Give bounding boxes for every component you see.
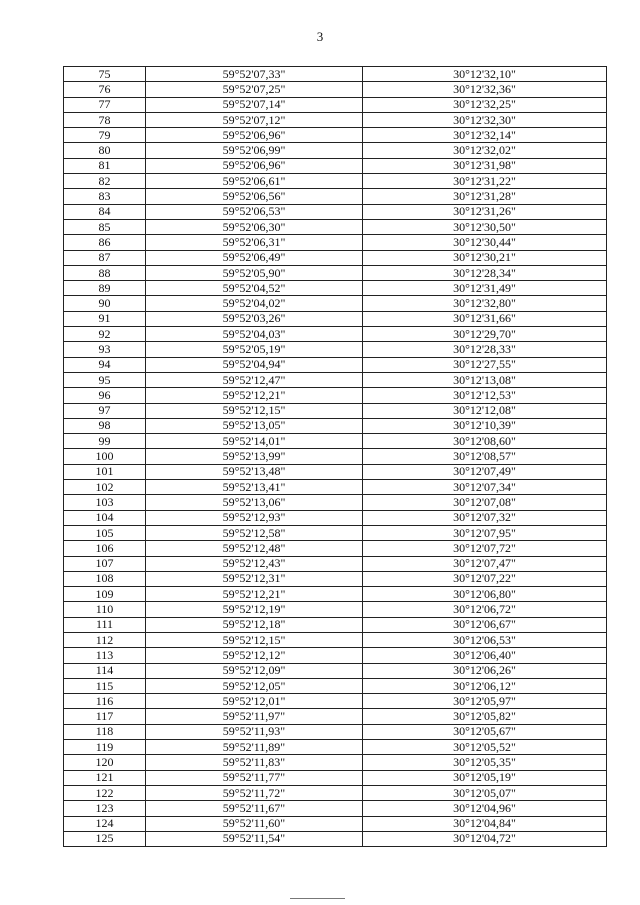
latitude-cell: 59°52'12,12" [146,648,363,663]
table-row [64,219,607,234]
point-number-cell: 103 [64,495,146,510]
table-row [64,464,607,479]
table-row [64,327,607,342]
table-row [64,816,607,831]
latitude-cell: 59°52'06,31" [146,235,363,250]
point-number-cell: 120 [64,755,146,770]
point-number-cell: 91 [64,311,146,326]
table-row [64,388,607,403]
latitude-cell: 59°52'06,30" [146,219,363,234]
point-number-cell: 101 [64,464,146,479]
longitude-cell: 30°12'04,84" [363,816,607,831]
longitude-cell: 30°12'06,53" [363,632,607,647]
point-number-cell: 93 [64,342,146,357]
latitude-cell: 59°52'12,47" [146,372,363,387]
point-number-cell: 106 [64,541,146,556]
table-row [64,663,607,678]
table-row [64,82,607,97]
latitude-cell: 59°52'13,99" [146,449,363,464]
table-row [64,311,607,326]
table-row [64,112,607,127]
point-number-cell: 104 [64,510,146,525]
longitude-cell: 30°12'07,47" [363,556,607,571]
table-row [64,632,607,647]
table-row [64,724,607,739]
longitude-cell: 30°12'32,36" [363,82,607,97]
point-number-cell: 119 [64,740,146,755]
latitude-cell: 59°52'04,02" [146,296,363,311]
point-number-cell: 94 [64,357,146,372]
table-row [64,617,607,632]
latitude-cell: 59°52'04,52" [146,281,363,296]
point-number-cell: 111 [64,617,146,632]
page-number: 3 [316,29,324,44]
longitude-cell: 30°12'10,39" [363,418,607,433]
latitude-cell: 59°52'11,77" [146,770,363,785]
point-number-cell: 75 [64,67,146,82]
table-row [64,587,607,602]
longitude-cell: 30°12'07,08" [363,495,607,510]
table-row [64,495,607,510]
latitude-cell: 59°52'06,53" [146,204,363,219]
longitude-cell: 30°12'30,50" [363,219,607,234]
point-number-cell: 80 [64,143,146,158]
longitude-cell: 30°12'12,08" [363,403,607,418]
point-number-cell: 89 [64,281,146,296]
table-row [64,357,607,372]
latitude-cell: 59°52'11,83" [146,755,363,770]
table-row [64,449,607,464]
table-row [64,235,607,250]
latitude-cell: 59°52'12,18" [146,617,363,632]
longitude-cell: 30°12'04,72" [363,831,607,846]
longitude-cell: 30°12'06,80" [363,587,607,602]
longitude-cell: 30°12'31,49" [363,281,607,296]
longitude-cell: 30°12'31,66" [363,311,607,326]
point-number-cell: 114 [64,663,146,678]
point-number-cell: 96 [64,388,146,403]
latitude-cell: 59°52'11,89" [146,740,363,755]
longitude-cell: 30°12'31,98" [363,158,607,173]
longitude-cell: 30°12'05,19" [363,770,607,785]
point-number-cell: 121 [64,770,146,785]
latitude-cell: 59°52'12,48" [146,541,363,556]
longitude-cell: 30°12'32,25" [363,97,607,112]
point-number-cell: 95 [64,372,146,387]
point-number-cell: 110 [64,602,146,617]
point-number-cell: 81 [64,158,146,173]
longitude-cell: 30°12'12,53" [363,388,607,403]
point-number-cell: 84 [64,204,146,219]
longitude-cell: 30°12'32,30" [363,112,607,127]
longitude-cell: 30°12'32,80" [363,296,607,311]
longitude-cell: 30°12'05,67" [363,724,607,739]
longitude-cell: 30°12'32,02" [363,143,607,158]
latitude-cell: 59°52'11,72" [146,785,363,800]
latitude-cell: 59°52'14,01" [146,434,363,449]
point-number-cell: 85 [64,219,146,234]
latitude-cell: 59°52'03,26" [146,311,363,326]
table-row [64,785,607,800]
table-row [64,296,607,311]
point-number-cell: 97 [64,403,146,418]
latitude-cell: 59°52'05,19" [146,342,363,357]
point-number-cell: 117 [64,709,146,724]
longitude-cell: 30°12'05,97" [363,694,607,709]
point-number-cell: 116 [64,694,146,709]
point-number-cell: 102 [64,480,146,495]
latitude-cell: 59°52'12,21" [146,388,363,403]
point-number-cell: 118 [64,724,146,739]
table-row [64,770,607,785]
latitude-cell: 59°52'12,43" [146,556,363,571]
latitude-cell: 59°52'11,60" [146,816,363,831]
latitude-cell: 59°52'12,19" [146,602,363,617]
point-number-cell: 122 [64,785,146,800]
latitude-cell: 59°52'12,15" [146,632,363,647]
point-number-cell: 124 [64,816,146,831]
table-row [64,678,607,693]
point-number-cell: 108 [64,571,146,586]
latitude-cell: 59°52'06,49" [146,250,363,265]
table-row [64,740,607,755]
point-number-cell: 82 [64,174,146,189]
longitude-cell: 30°12'06,67" [363,617,607,632]
longitude-cell: 30°12'07,95" [363,525,607,540]
longitude-cell: 30°12'06,26" [363,663,607,678]
longitude-cell: 30°12'28,34" [363,265,607,280]
latitude-cell: 59°52'04,03" [146,327,363,342]
latitude-cell: 59°52'11,97" [146,709,363,724]
table-row [64,571,607,586]
longitude-cell: 30°12'30,21" [363,250,607,265]
longitude-cell: 30°12'08,60" [363,434,607,449]
latitude-cell: 59°52'13,48" [146,464,363,479]
point-number-cell: 79 [64,128,146,143]
latitude-cell: 59°52'13,05" [146,418,363,433]
latitude-cell: 59°52'04,94" [146,357,363,372]
bottom-divider [290,898,345,899]
longitude-cell: 30°12'31,22" [363,174,607,189]
table-row [64,372,607,387]
longitude-cell: 30°12'05,35" [363,755,607,770]
table-row [64,281,607,296]
table-row [64,525,607,540]
longitude-cell: 30°12'28,33" [363,342,607,357]
latitude-cell: 59°52'12,01" [146,694,363,709]
table-row [64,541,607,556]
latitude-cell: 59°52'07,12" [146,112,363,127]
latitude-cell: 59°52'12,21" [146,587,363,602]
table-row [64,755,607,770]
latitude-cell: 59°52'06,61" [146,174,363,189]
latitude-cell: 59°52'13,06" [146,495,363,510]
table-row [64,602,607,617]
point-number-cell: 99 [64,434,146,449]
longitude-cell: 30°12'07,22" [363,571,607,586]
table-row [64,648,607,663]
latitude-cell: 59°52'12,05" [146,678,363,693]
latitude-cell: 59°52'11,54" [146,831,363,846]
table-row [64,831,607,846]
table-row [64,556,607,571]
longitude-cell: 30°12'07,32" [363,510,607,525]
longitude-cell: 30°12'05,82" [363,709,607,724]
point-number-cell: 115 [64,678,146,693]
latitude-cell: 59°52'07,25" [146,82,363,97]
point-number-cell: 125 [64,831,146,846]
longitude-cell: 30°12'27,55" [363,357,607,372]
point-number-cell: 92 [64,327,146,342]
longitude-cell: 30°12'04,96" [363,801,607,816]
table-row [64,143,607,158]
point-number-cell: 109 [64,587,146,602]
longitude-cell: 30°12'32,14" [363,128,607,143]
point-number-cell: 98 [64,418,146,433]
table-row [64,204,607,219]
point-number-cell: 77 [64,97,146,112]
longitude-cell: 30°12'31,28" [363,189,607,204]
longitude-cell: 30°12'31,26" [363,204,607,219]
longitude-cell: 30°12'08,57" [363,449,607,464]
point-number-cell: 113 [64,648,146,663]
longitude-cell: 30°12'05,52" [363,740,607,755]
table-row [64,801,607,816]
point-number-cell: 76 [64,82,146,97]
latitude-cell: 59°52'13,41" [146,480,363,495]
table-row [64,403,607,418]
table-row [64,480,607,495]
point-number-cell: 100 [64,449,146,464]
longitude-cell: 30°12'07,34" [363,480,607,495]
coordinates-table [63,66,607,847]
table-row [64,265,607,280]
longitude-cell: 30°12'30,44" [363,235,607,250]
coordinates-table-body [64,67,607,847]
point-number-cell: 90 [64,296,146,311]
latitude-cell: 59°52'06,56" [146,189,363,204]
point-number-cell: 78 [64,112,146,127]
longitude-cell: 30°12'07,49" [363,464,607,479]
longitude-cell: 30°12'07,72" [363,541,607,556]
table-row [64,510,607,525]
latitude-cell: 59°52'07,14" [146,97,363,112]
longitude-cell: 30°12'05,07" [363,785,607,800]
table-row [64,709,607,724]
table-row [64,67,607,82]
latitude-cell: 59°52'12,58" [146,525,363,540]
point-number-cell: 88 [64,265,146,280]
longitude-cell: 30°12'29,70" [363,327,607,342]
point-number-cell: 87 [64,250,146,265]
latitude-cell: 59°52'06,96" [146,158,363,173]
table-row [64,189,607,204]
table-row [64,128,607,143]
point-number-cell: 123 [64,801,146,816]
table-row [64,434,607,449]
longitude-cell: 30°12'06,40" [363,648,607,663]
longitude-cell: 30°12'06,72" [363,602,607,617]
latitude-cell: 59°52'11,67" [146,801,363,816]
table-row [64,342,607,357]
latitude-cell: 59°52'11,93" [146,724,363,739]
table-row [64,174,607,189]
latitude-cell: 59°52'12,15" [146,403,363,418]
latitude-cell: 59°52'07,33" [146,67,363,82]
longitude-cell: 30°12'32,10" [363,67,607,82]
table-row [64,418,607,433]
latitude-cell: 59°52'12,93" [146,510,363,525]
point-number-cell: 105 [64,525,146,540]
table-row [64,250,607,265]
longitude-cell: 30°12'13,08" [363,372,607,387]
latitude-cell: 59°52'06,99" [146,143,363,158]
latitude-cell: 59°52'12,31" [146,571,363,586]
point-number-cell: 83 [64,189,146,204]
table-row [64,694,607,709]
latitude-cell: 59°52'12,09" [146,663,363,678]
latitude-cell: 59°52'05,90" [146,265,363,280]
point-number-cell: 112 [64,632,146,647]
point-number-cell: 86 [64,235,146,250]
table-row [64,97,607,112]
table-row [64,158,607,173]
point-number-cell: 107 [64,556,146,571]
longitude-cell: 30°12'06,12" [363,678,607,693]
latitude-cell: 59°52'06,96" [146,128,363,143]
